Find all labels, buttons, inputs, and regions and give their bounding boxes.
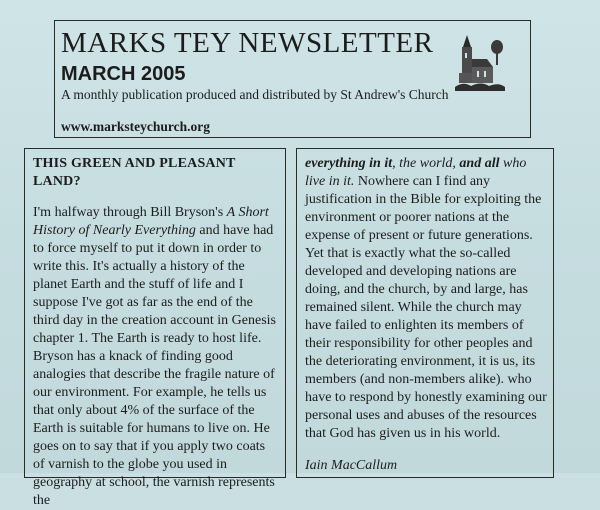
paragraph-text: Nowhere can I find any justification in the Bible for exploiting the environment or poorer nations at the expense of present or future generations. Yet that is exactly what the so-called developed and developing nations are doing, and the church, by and large, has remained silent. While the church may have failed to enlighten its members of their responsibility for other peoples and the deteriorating environment, it is us, its members (and non-members alike). who have to respond by honestly examining our personal uses and abuses of the resources that God has given us in his world. [305, 174, 547, 441]
scripture-quote: , the world, [392, 156, 460, 171]
article-heading: THIS GREEN AND PLEASANT LAND? [33, 156, 236, 189]
article-paragraph-2: Bryson has a knack of finding good analogies that describe the fragile nature of our environment. For example, he tells us that only about 4% of the surface of the Earth is suitable for humans to live on. He goes on to say that if you apply two coats of varnish to the globe you used in geography at school, the varnish represents the [33, 349, 275, 508]
paragraph-text: and have had to force myself to put it down in order to write this. It's actually a history of the planet Earth and the stuff of life and I suppose I've got as far as the end of the third day in the creation account in Genesis chapter 1. The Earth is ready to host life. [33, 223, 276, 346]
publication-description: A monthly publication produced and distributed by St Andrew's Church [61, 87, 449, 102]
article-paragraph-3 [305, 155, 547, 443]
scripture-quote: everything in it [305, 156, 393, 171]
website-url: www.marksteychurch.org [61, 119, 210, 134]
book-title: A Short History of Nearly Everything [33, 205, 269, 238]
masthead [54, 20, 531, 138]
scripture-quote: who live in it. [305, 156, 527, 189]
paragraph-text: I'm halfway through Bill Bryson's [33, 205, 227, 220]
scripture-quote: and all [459, 156, 500, 171]
author-signature: Iain MacCallum [305, 458, 398, 473]
article-paragraph-1 [33, 204, 279, 348]
newsletter-title: MARKS TEY NEWSLETTER [61, 27, 434, 59]
article-right-column [296, 148, 554, 478]
church-drawing-icon [453, 31, 509, 93]
article-left-column [24, 148, 286, 508]
issue-date: MARCH 2005 [61, 63, 186, 85]
